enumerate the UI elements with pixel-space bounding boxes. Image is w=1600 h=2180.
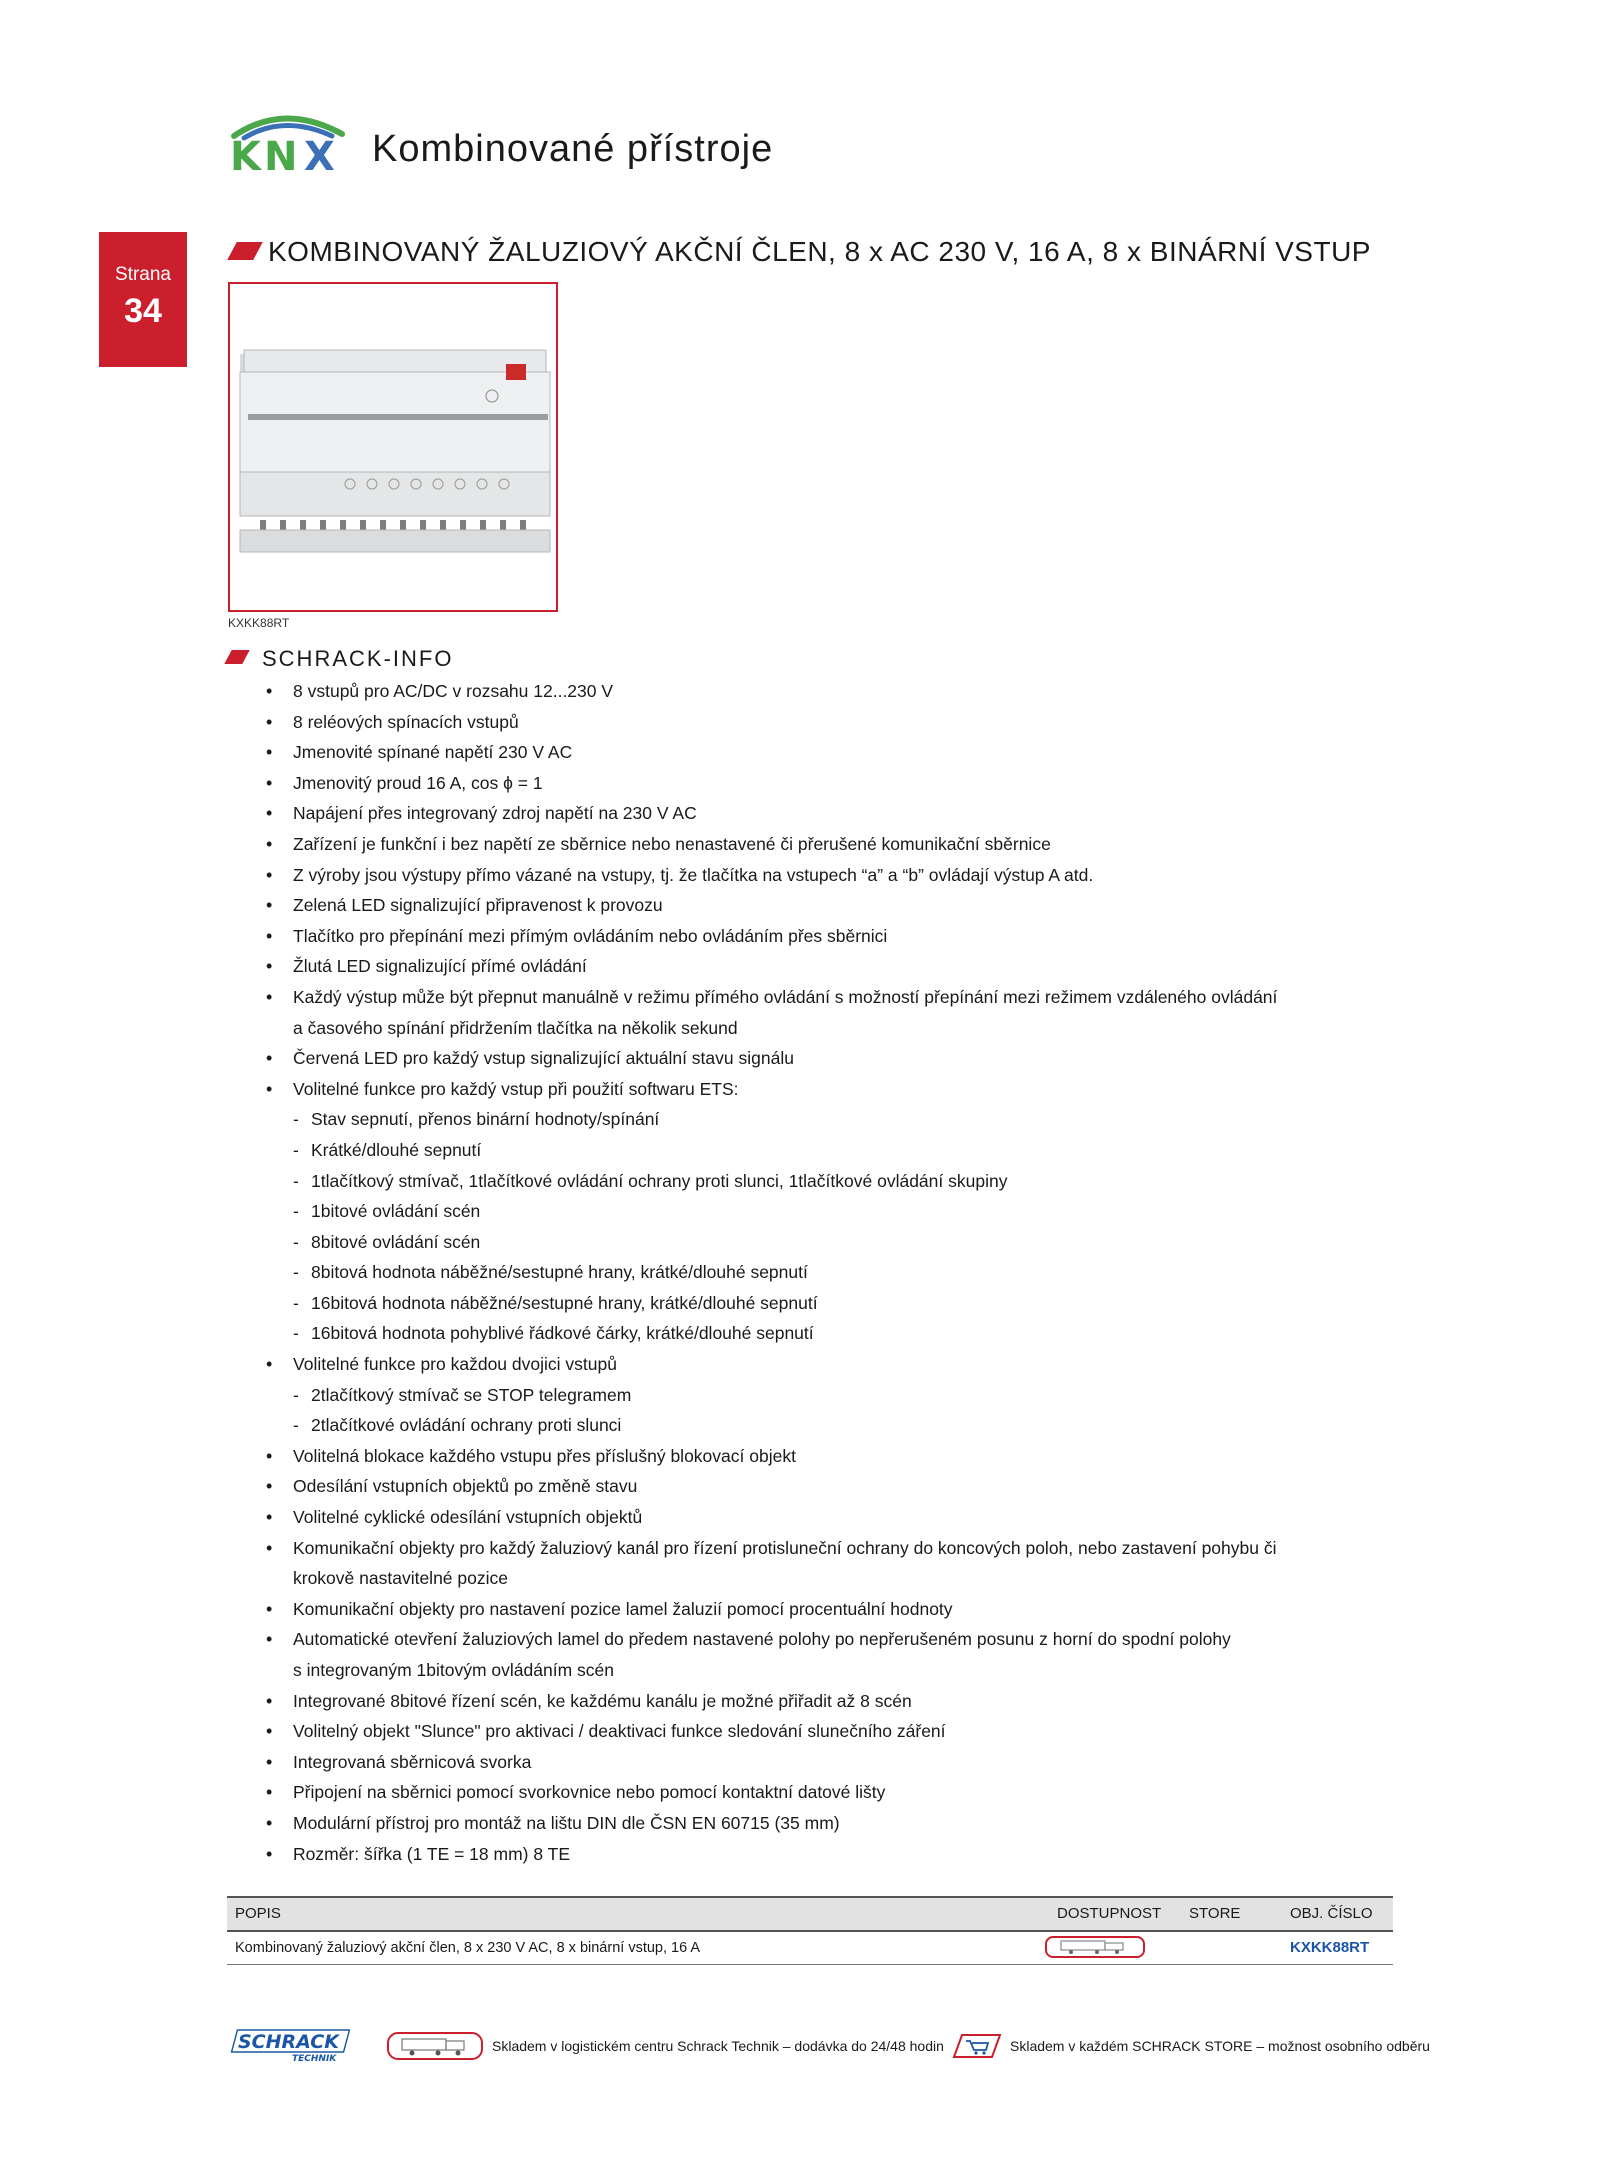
sub-list-item [266, 1135, 1366, 1166]
page-title: Kombinované přístroje [372, 128, 774, 170]
list-item: • Žlutá LED signalizující přímé ovládání [266, 951, 1366, 982]
page-number: 34 [124, 292, 162, 330]
list-item: • Komunikační objekty pro každý žaluziový kanál pro řízení protisluneční ochrany do koncových poloh, nebo zastavení pohybu či [266, 1533, 1366, 1564]
list-item: • Automatické otevření žaluziových lamel do předem nastavené polohy po nepřerušeném posunu z horní do spodní polohy [266, 1624, 1366, 1655]
info-heading: SCHRACK-INFO [262, 646, 454, 671]
list-item: • Integrovaná sběrnicová svorka [266, 1747, 1366, 1778]
sub-list-item [266, 1380, 1366, 1411]
svg-text:TECHNIK: TECHNIK [292, 2054, 337, 2064]
sub-list-item-text: Stav sepnutí, přenos binární hodnoty/spínání [311, 1109, 660, 1130]
list-item: • Zelená LED signalizující připravenost k provozu [266, 890, 1366, 921]
row-popis: Kombinovaný žaluziový akční člen, 8 x 230 V AC, 8 x binární vstup, 16 A [235, 1940, 701, 1956]
table-header [227, 1896, 1393, 1932]
sub-list-item [266, 1410, 1366, 1441]
shopping-cart-icon [950, 2031, 1004, 2061]
sub-list-item-text: 8bitové ovládání scén [311, 1231, 481, 1252]
red-flag-icon [227, 242, 263, 260]
product-title: KOMBINOVANÝ ŽALUZIOVÝ AKČNÍ ČLEN, 8 x AC 230 V, 16 A, 8 x BINÁRNÍ VSTUP [268, 236, 1371, 267]
sub-list-item-text: 16bitová hodnota náběžné/sestupné hrany, krátké/dlouhé sepnutí [311, 1292, 818, 1313]
schrack-logo [226, 2028, 350, 2064]
product-image-caption: KXKK88RT [228, 616, 290, 630]
product-image [230, 284, 556, 610]
header-popis: POPIS [235, 1905, 281, 1922]
list-item: • Každý výstup může být přepnut manuálně v režimu přímého ovládání s možností přepínání mezi režimem vzdáleného ovládání [266, 982, 1366, 1013]
list-item-continuation: krokově nastavitelné pozice [293, 1568, 508, 1589]
sub-list-item-text: 2tlačítkový stmívač se STOP telegramem [311, 1384, 632, 1405]
list-item: • Modulární přístroj pro montáž na lištu DIN dle ČSN EN 60715 (35 mm) [266, 1808, 1366, 1839]
svg-text:N: N [264, 134, 298, 176]
list-item: • 8 reléových spínacích vstupů [266, 707, 1366, 738]
product-table [227, 1896, 1393, 1965]
list-item: • Komunikační objekty pro nastavení pozice lamel žaluzií pomocí procentuální hodnoty [266, 1594, 1366, 1625]
svg-text:K: K [230, 134, 261, 176]
list-item: • Volitelné funkce pro každý vstup při použití softwaru ETS: [266, 1074, 1366, 1105]
footer-delivery-text: Skladem v logistickém centru Schrack Technik – dodávka do 24/48 hodin [492, 2038, 944, 2054]
list-item: • Volitelné funkce pro každou dvojici vstupů [266, 1349, 1366, 1380]
list-item: • Integrované 8bitové řízení scén, ke každému kanálu je možné přiřadit až 8 scén [266, 1686, 1366, 1717]
svg-text:SCHRACK: SCHRACK [238, 2031, 339, 2053]
red-flag-icon [224, 650, 249, 664]
page-number-tab [99, 232, 187, 367]
sub-list-item [266, 1227, 1366, 1258]
list-item: • Jmenovité spínané napětí 230 V AC [266, 737, 1366, 768]
list-item: • Zařízení je funkční i bez napětí ze sběrnice nebo nenastavené či přerušené komunikační sběrnice [266, 829, 1366, 860]
list-item: • 8 vstupů pro AC/DC v rozsahu 12...230 V [266, 676, 1366, 707]
product-image-frame [228, 282, 558, 612]
sub-list-item [266, 1288, 1366, 1319]
list-item: • Červená LED pro každý vstup signalizující aktuální stavu signálu [266, 1043, 1366, 1074]
sub-list-item [266, 1257, 1366, 1288]
sub-list-item [266, 1166, 1366, 1197]
truck-icon [1045, 1936, 1145, 1958]
knx-logo [224, 108, 354, 176]
header-dostupnost: DOSTUPNOST [1057, 1905, 1162, 1922]
page-tab-label: Strana [115, 264, 171, 285]
list-item-continuation: a časového spínání přidržením tlačítka na několik sekund [293, 1017, 738, 1038]
list-item-continuation: s integrovaným 1bitovým ovládáním scén [293, 1660, 614, 1680]
sub-list-item [266, 1104, 1366, 1135]
sub-list-item-text: 8bitová hodnota náběžné/sestupné hrany, krátké/dlouhé sepnutí [311, 1262, 808, 1283]
sub-list-item-text: 1tlačítkový stmívač, 1tlačítkové ovládání ochrany proti slunci, 1tlačítkové ovládání skupiny [311, 1170, 1008, 1191]
svg-text:X: X [304, 134, 335, 176]
sub-list-item-text: 2tlačítkové ovládání ochrany proti slunci [311, 1415, 622, 1436]
feature-list [266, 676, 1366, 1869]
sub-list-item-text: 1bitové ovládání scén [311, 1201, 481, 1222]
footer-store-text: Skladem v každém SCHRACK STORE – možnost osobního odběru [1010, 2038, 1430, 2054]
list-item: • Připojení na sběrnici pomocí svorkovnice nebo pomocí kontaktní datové lišty [266, 1777, 1366, 1808]
sub-list-item [266, 1196, 1366, 1227]
list-item: • Napájení přes integrovaný zdroj napětí na 230 V AC [266, 798, 1366, 829]
list-item: • Volitelné cyklické odesílání vstupních objektů [266, 1502, 1366, 1533]
list-item: • Volitelná blokace každého vstupu přes příslušný blokovací objekt [266, 1441, 1366, 1472]
list-item: • Rozměr: šířka (1 TE = 18 mm) 8 TE [266, 1839, 1366, 1870]
list-item: • Tlačítko pro přepínání mezi přímým ovládáním nebo ovládáním přes sběrnici [266, 921, 1366, 952]
table-row[interactable] [227, 1932, 1393, 1965]
sub-list-item [266, 1318, 1366, 1349]
list-item: • Jmenovitý proud 16 A, cos ϕ = 1 [266, 768, 1366, 799]
delivery-truck-icon [386, 2031, 484, 2061]
sub-list-item-text: Krátké/dlouhé sepnutí [311, 1139, 482, 1160]
header-store: STORE [1189, 1905, 1241, 1922]
list-item: • Odesílání vstupních objektů po změně stavu [266, 1471, 1366, 1502]
list-item: • Z výroby jsou výstupy přímo vázané na vstupy, tj. že tlačítka na vstupech “a” a “b” ovládají výstup A atd. [266, 860, 1366, 891]
order-number-link[interactable]: KXKK88RT [1290, 1939, 1370, 1956]
header-obj-cislo: OBJ. ČÍSLO [1290, 1905, 1373, 1922]
sub-list-item-text: 16bitová hodnota pohyblivé řádkové čárky, krátké/dlouhé sepnutí [311, 1323, 814, 1344]
list-item: • Volitelný objekt "Slunce" pro aktivaci / deaktivaci funkce sledování slunečního záření [266, 1716, 1366, 1747]
